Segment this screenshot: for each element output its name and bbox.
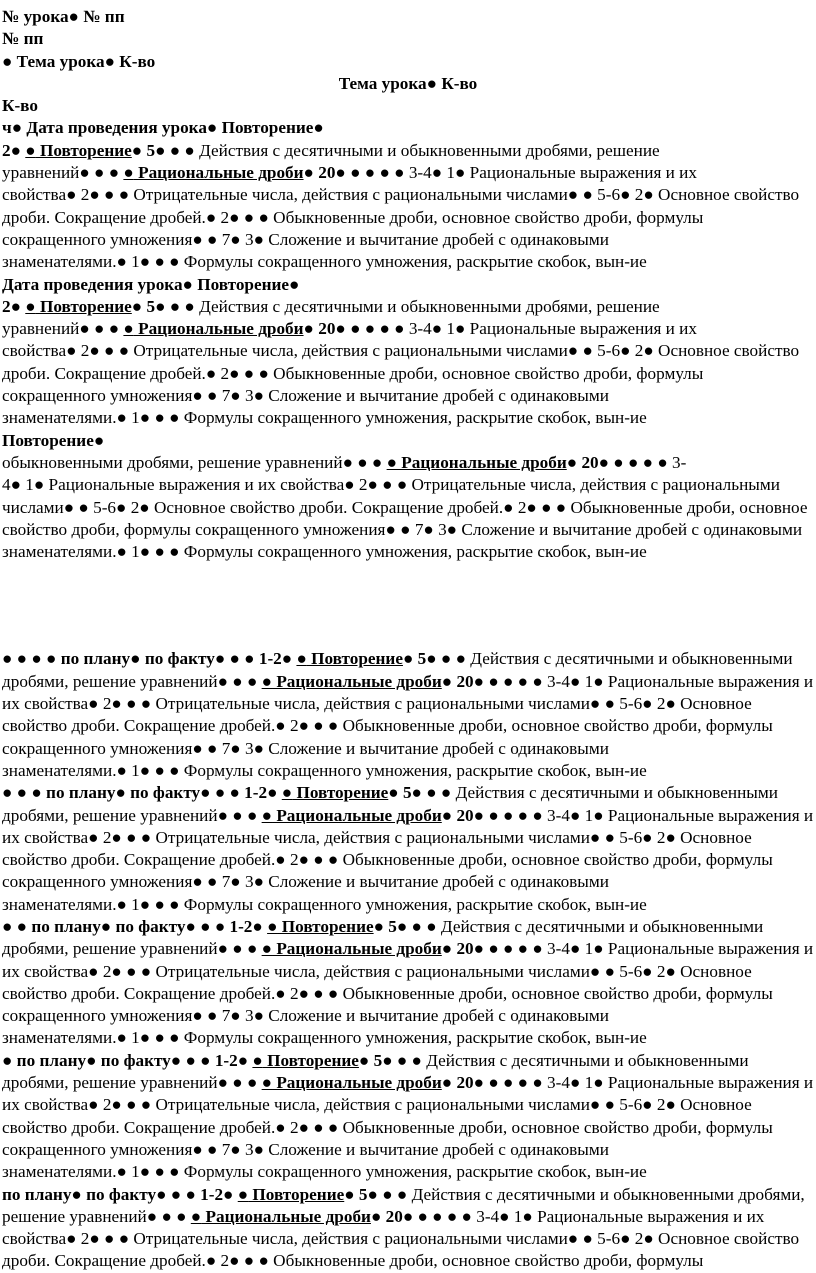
text-run: ● 5● ● ● <box>131 140 200 160</box>
text-line <box>2 251 814 273</box>
text-run: Действия с десятичными и обыкновенными дробями, <box>411 1184 805 1204</box>
text-run: ● <box>123 319 134 339</box>
text-line <box>2 1184 814 1206</box>
text-run: 2● <box>2 296 26 316</box>
text-run: Повторение <box>306 649 403 669</box>
text-line <box>2 805 814 827</box>
text-line <box>2 1228 814 1250</box>
text-run: знаменателями.● 1● ● ● Формулы сокращенного умножения, раскрытие скобок, вын-ие <box>2 252 647 272</box>
text-run: обыкновенными дробями, решение уравнений● ● ● <box>2 452 387 472</box>
text-run: Повторение <box>277 916 374 936</box>
text-line <box>2 1094 814 1116</box>
text-run: свойства● 2● ● ● Отрицательные числа, действия с рациональными числами● ● 5-6● 2● Основное свойство <box>2 1229 800 1249</box>
text-run: ч● Дата проведения урока● Повторение● <box>2 118 324 138</box>
text-line <box>2 693 814 715</box>
text-run: ● 5● ● ● <box>402 649 471 669</box>
text-line <box>2 1050 814 1072</box>
header-line <box>2 6 814 28</box>
text-line <box>2 1139 814 1161</box>
text-run: 2● <box>2 140 26 160</box>
text-run: знаменателями.● 1● ● ● Формулы сокращенного умножения, раскрытие скобок, вын-ие <box>2 1162 647 1182</box>
text-run: 3-4● 1● Рациональные выражения и <box>542 805 814 825</box>
text-run: свойство дроби. Сокращение дробей.● 2● ● ● Обыкновенные дроби, основное свойство дроби, формулы <box>2 850 773 870</box>
text-run: свойство дроби. Сокращение дробей.● 2● ● ● Обыкновенные дроби, основное свойство дроби, формулы <box>2 1117 773 1137</box>
text-line <box>2 184 814 206</box>
text-line <box>2 1072 814 1094</box>
text-line <box>2 871 814 893</box>
text-line <box>2 961 814 983</box>
block-plan-5 <box>2 1184 814 1273</box>
text-line <box>2 916 814 938</box>
text-run: ● ● ● ● по плану● по факту● ● ● 1-2● <box>2 649 297 669</box>
text-run: Повторение <box>35 296 132 316</box>
text-line <box>2 274 814 296</box>
text-line <box>2 162 814 184</box>
text-run: свойство дроби. Сокращение дробей.● 2● ● ● Обыкновенные дроби, основное свойство дроби, формулы <box>2 716 773 736</box>
block-repeat <box>2 430 814 564</box>
text-run: числами● ● 5-6● 2● Основное свойство дроби. Сокращение дробей.● 2● ● ● Обыкновенные дроби, основное <box>2 497 808 517</box>
text-line <box>2 938 814 960</box>
text-run: 4● 1● Рациональные выражения и их свойства● 2● ● ● Отрицательные числа, действия с рациональными <box>2 475 780 495</box>
text-run: Рациональные дроби <box>272 1073 442 1093</box>
text-run: дробями, решение уравнений● ● ● <box>2 1073 262 1093</box>
text-run: дроби. Сокращение дробей.● 2● ● ● Обыкновенные дроби, основное свойство дроби, формулы <box>2 207 704 227</box>
text-line <box>2 296 814 318</box>
text-run: свойства● 2● ● ● Отрицательные числа, действия с рациональными числами● ● 5-6● 2● Основное свойство <box>2 185 800 205</box>
text-run: дроби. Сокращение дробей.● 2● ● ● Обыкновенные дроби, основное свойство дроби, формулы <box>2 363 704 383</box>
text-run: знаменателями.● 1● ● ● Формулы сокращенного умножения, раскрытие скобок, вын-ие <box>2 408 647 428</box>
text-run: Действия с десятичными и обыкновенными дробями, решение <box>199 296 660 316</box>
text-run: ● <box>190 1206 202 1226</box>
text-line <box>2 140 814 162</box>
text-run: 3-4● 1● Рациональные выражения и <box>542 671 814 691</box>
text-run: знаменателями.● 1● ● ● Формулы сокращенного умножения, раскрытие скобок, вын-ие <box>2 894 647 914</box>
text-line <box>2 363 814 385</box>
text-run: решение уравнений● ● ● <box>2 1206 191 1226</box>
text-line <box>2 318 814 340</box>
blank-gap <box>2 563 814 648</box>
text-line <box>2 229 814 251</box>
text-run: ● 5● ● ● <box>358 1050 427 1070</box>
text-line <box>2 519 814 541</box>
text-run: их свойства● 2● ● ● Отрицательные числа, действия с рациональными числами● ● 5-6● 2● Основное <box>2 694 752 714</box>
text-line <box>2 1250 814 1272</box>
text-run: дробями, решение уравнений● ● ● <box>2 671 262 691</box>
text-run: сокращенного умножения● ● 7● 3● Сложение и вычитание дробей с одинаковыми <box>2 1139 609 1159</box>
text-line <box>2 983 814 1005</box>
text-run: ● ● по плану● по факту● ● ● 1-2● <box>2 916 268 936</box>
text-run: Действия с десятичными и обыкновенными <box>440 916 764 936</box>
text-run: ● 20● ● ● ● ● <box>441 671 543 691</box>
text-run: Рациональные дроби <box>201 1206 371 1226</box>
text-run: свойство дроби. Сокращение дробей.● 2● ● ● Обыкновенные дроби, основное свойство дроби, формулы <box>2 983 773 1003</box>
text-run: ● 5● ● ● <box>388 783 456 803</box>
block-date-1 <box>2 117 814 273</box>
text-run: Повторение <box>35 140 132 160</box>
text-line <box>2 117 814 139</box>
text-run: Рациональные дроби <box>397 452 567 472</box>
text-line <box>2 1161 814 1183</box>
text-run: ● <box>261 671 273 691</box>
text-line <box>2 385 814 407</box>
text-line <box>2 715 814 737</box>
text-line <box>2 1005 814 1027</box>
text-line <box>2 407 814 429</box>
table-header <box>2 6 814 117</box>
text-line <box>2 430 814 452</box>
text-run: Повторение● <box>2 430 105 450</box>
text-run: уравнений● ● ● <box>2 163 124 183</box>
text-run: Тема урока● К-во <box>338 73 478 93</box>
text-run: свойства● 2● ● ● Отрицательные числа, действия с рациональными числами● ● 5-6● 2● Основное свойство <box>2 341 800 361</box>
text-run: сокращенного умножения● ● 7● 3● Сложение и вычитание дробей с одинаковыми <box>2 1006 609 1026</box>
text-run: Рациональные дроби <box>272 671 442 691</box>
text-run: ● <box>25 140 36 160</box>
text-run: ● 20● ● ● ● ● <box>303 319 405 339</box>
text-run: сокращенного умножения● ● 7● 3● Сложение и вычитание дробей с одинаковыми <box>2 386 609 406</box>
text-run: ● <box>386 452 397 472</box>
text-run: № пп <box>2 29 44 49</box>
text-run: ● 20● ● ● ● ● <box>441 805 543 825</box>
text-line <box>2 497 814 519</box>
text-run: Действия с десятичными и обыкновенными <box>455 783 778 803</box>
text-line <box>2 1117 814 1139</box>
text-run: ● 5● ● ● <box>373 916 441 936</box>
text-run: Дата проведения урока● Повторение● <box>2 274 300 294</box>
text-line <box>2 827 814 849</box>
text-line <box>2 760 814 782</box>
text-run: Повторение <box>292 783 389 803</box>
text-line <box>2 648 814 670</box>
text-line <box>2 849 814 871</box>
text-run: 3-4● 1● Рациональные выражения и <box>542 939 814 959</box>
text-run: ● 20● ● ● ● ● <box>370 1206 472 1226</box>
text-run: ● 20● ● ● ● ● <box>441 1073 543 1093</box>
block-date-2 <box>2 274 814 430</box>
text-line <box>2 671 814 693</box>
text-run: 3-4● 1● Рациональные выражения и их <box>404 163 697 183</box>
text-run: по плану● по факту● ● ● 1-2● <box>2 1184 238 1204</box>
text-run: сокращенного умножения● ● 7● 3● Сложение и вычитание дробей с одинаковыми <box>2 229 609 249</box>
text-run: ● <box>261 805 273 825</box>
text-line <box>2 782 814 804</box>
text-run: Действия с десятичными и обыкновенными дробями, решение <box>199 140 660 160</box>
text-line <box>2 340 814 362</box>
text-run: ● <box>281 783 293 803</box>
text-run: дробями, решение уравнений● ● ● <box>2 939 262 959</box>
text-run: Рациональные дроби <box>272 805 442 825</box>
text-run: ● <box>261 1073 273 1093</box>
block-plan-2 <box>2 782 814 916</box>
text-run: их свойства● 2● ● ● Отрицательные числа, действия с рациональными числами● ● 5-6● 2● Основное <box>2 961 752 981</box>
text-run: их свойства● 2● ● ● Отрицательные числа, действия с рациональными числами● ● 5-6● 2● Основное <box>2 827 752 847</box>
text-run: № урока● № пп <box>2 7 125 26</box>
text-run: ● <box>261 939 273 959</box>
text-run: ● 20● ● ● ● ● <box>441 939 543 959</box>
text-run: их свойства● 2● ● ● Отрицательные числа, действия с рациональными числами● ● 5-6● 2● Основное <box>2 1095 752 1115</box>
text-run: ● ● ● по плану● по факту● ● ● 1-2● <box>2 783 282 803</box>
text-run: Действия с десятичными и обыкновенными <box>426 1050 749 1070</box>
block-plan-3 <box>2 916 814 1050</box>
header-line <box>2 28 814 50</box>
document-page <box>2 6 814 1273</box>
text-run: Повторение <box>262 1050 359 1070</box>
text-run: Рациональные дроби <box>133 319 304 339</box>
text-run: ● <box>296 649 307 669</box>
block-plan-4 <box>2 1050 814 1184</box>
text-run: 3-4● 1● Рациональные выражения и их <box>471 1206 765 1226</box>
header-line <box>2 73 814 95</box>
text-run: ● 5● ● ● <box>131 296 200 316</box>
text-run: К-во <box>2 96 38 116</box>
text-run: Повторение <box>248 1184 345 1204</box>
text-line <box>2 1206 814 1228</box>
header-line <box>2 51 814 73</box>
text-run: Рациональные дроби <box>133 163 304 183</box>
text-run: Рациональные дроби <box>272 939 442 959</box>
text-run: свойство дроби, формулы сокращенного умножения● ● 7● 3● Сложение и вычитание дробей с одинаковыми <box>2 519 803 539</box>
text-run: ● <box>267 916 278 936</box>
text-line <box>2 541 814 563</box>
text-run: ● 5● ● ● <box>344 1184 412 1204</box>
block-plan-1 <box>2 648 814 782</box>
text-line <box>2 1027 814 1049</box>
text-line <box>2 207 814 229</box>
text-run: ● 20● ● ● ● ● <box>566 452 668 472</box>
text-line <box>2 452 814 474</box>
text-run: ● <box>252 1050 263 1070</box>
header-line <box>2 95 814 117</box>
text-run: знаменателями.● 1● ● ● Формулы сокращенного умножения, раскрытие скобок, вын-ие <box>2 760 647 780</box>
text-run: 3-4● 1● Рациональные выражения и <box>542 1073 814 1093</box>
text-line <box>2 474 814 496</box>
text-run: 3-4● 1● Рациональные выражения и их <box>404 319 697 339</box>
text-line <box>2 894 814 916</box>
text-run: 3- <box>667 452 687 472</box>
text-run: ● Тема урока● К-во <box>2 51 156 71</box>
text-run: дробями, решение уравнений● ● ● <box>2 805 262 825</box>
text-run: ● <box>25 296 36 316</box>
text-run: сокращенного умножения● ● 7● 3● Сложение и вычитание дробей с одинаковыми <box>2 872 609 892</box>
text-run: Действия с десятичными и обыкновенными <box>470 649 793 669</box>
text-run: сокращенного умножения● ● 7● 3● Сложение и вычитание дробей с одинаковыми <box>2 738 609 758</box>
text-run: знаменателями.● 1● ● ● Формулы сокращенного умножения, раскрытие скобок, вын-ие <box>2 542 647 562</box>
text-run: ● 20● ● ● ● ● <box>303 163 405 183</box>
text-run: дроби. Сокращение дробей.● 2● ● ● Обыкновенные дроби, основное свойство дроби, формулы <box>2 1251 704 1271</box>
lesson-blocks <box>2 117 814 1272</box>
text-line <box>2 738 814 760</box>
text-run: уравнений● ● ● <box>2 319 124 339</box>
text-run: ● <box>237 1184 249 1204</box>
text-run: ● по плану● по факту● ● ● 1-2● <box>2 1050 253 1070</box>
text-run: знаменателями.● 1● ● ● Формулы сокращенного умножения, раскрытие скобок, вын-ие <box>2 1028 647 1048</box>
text-run: ● <box>123 163 134 183</box>
